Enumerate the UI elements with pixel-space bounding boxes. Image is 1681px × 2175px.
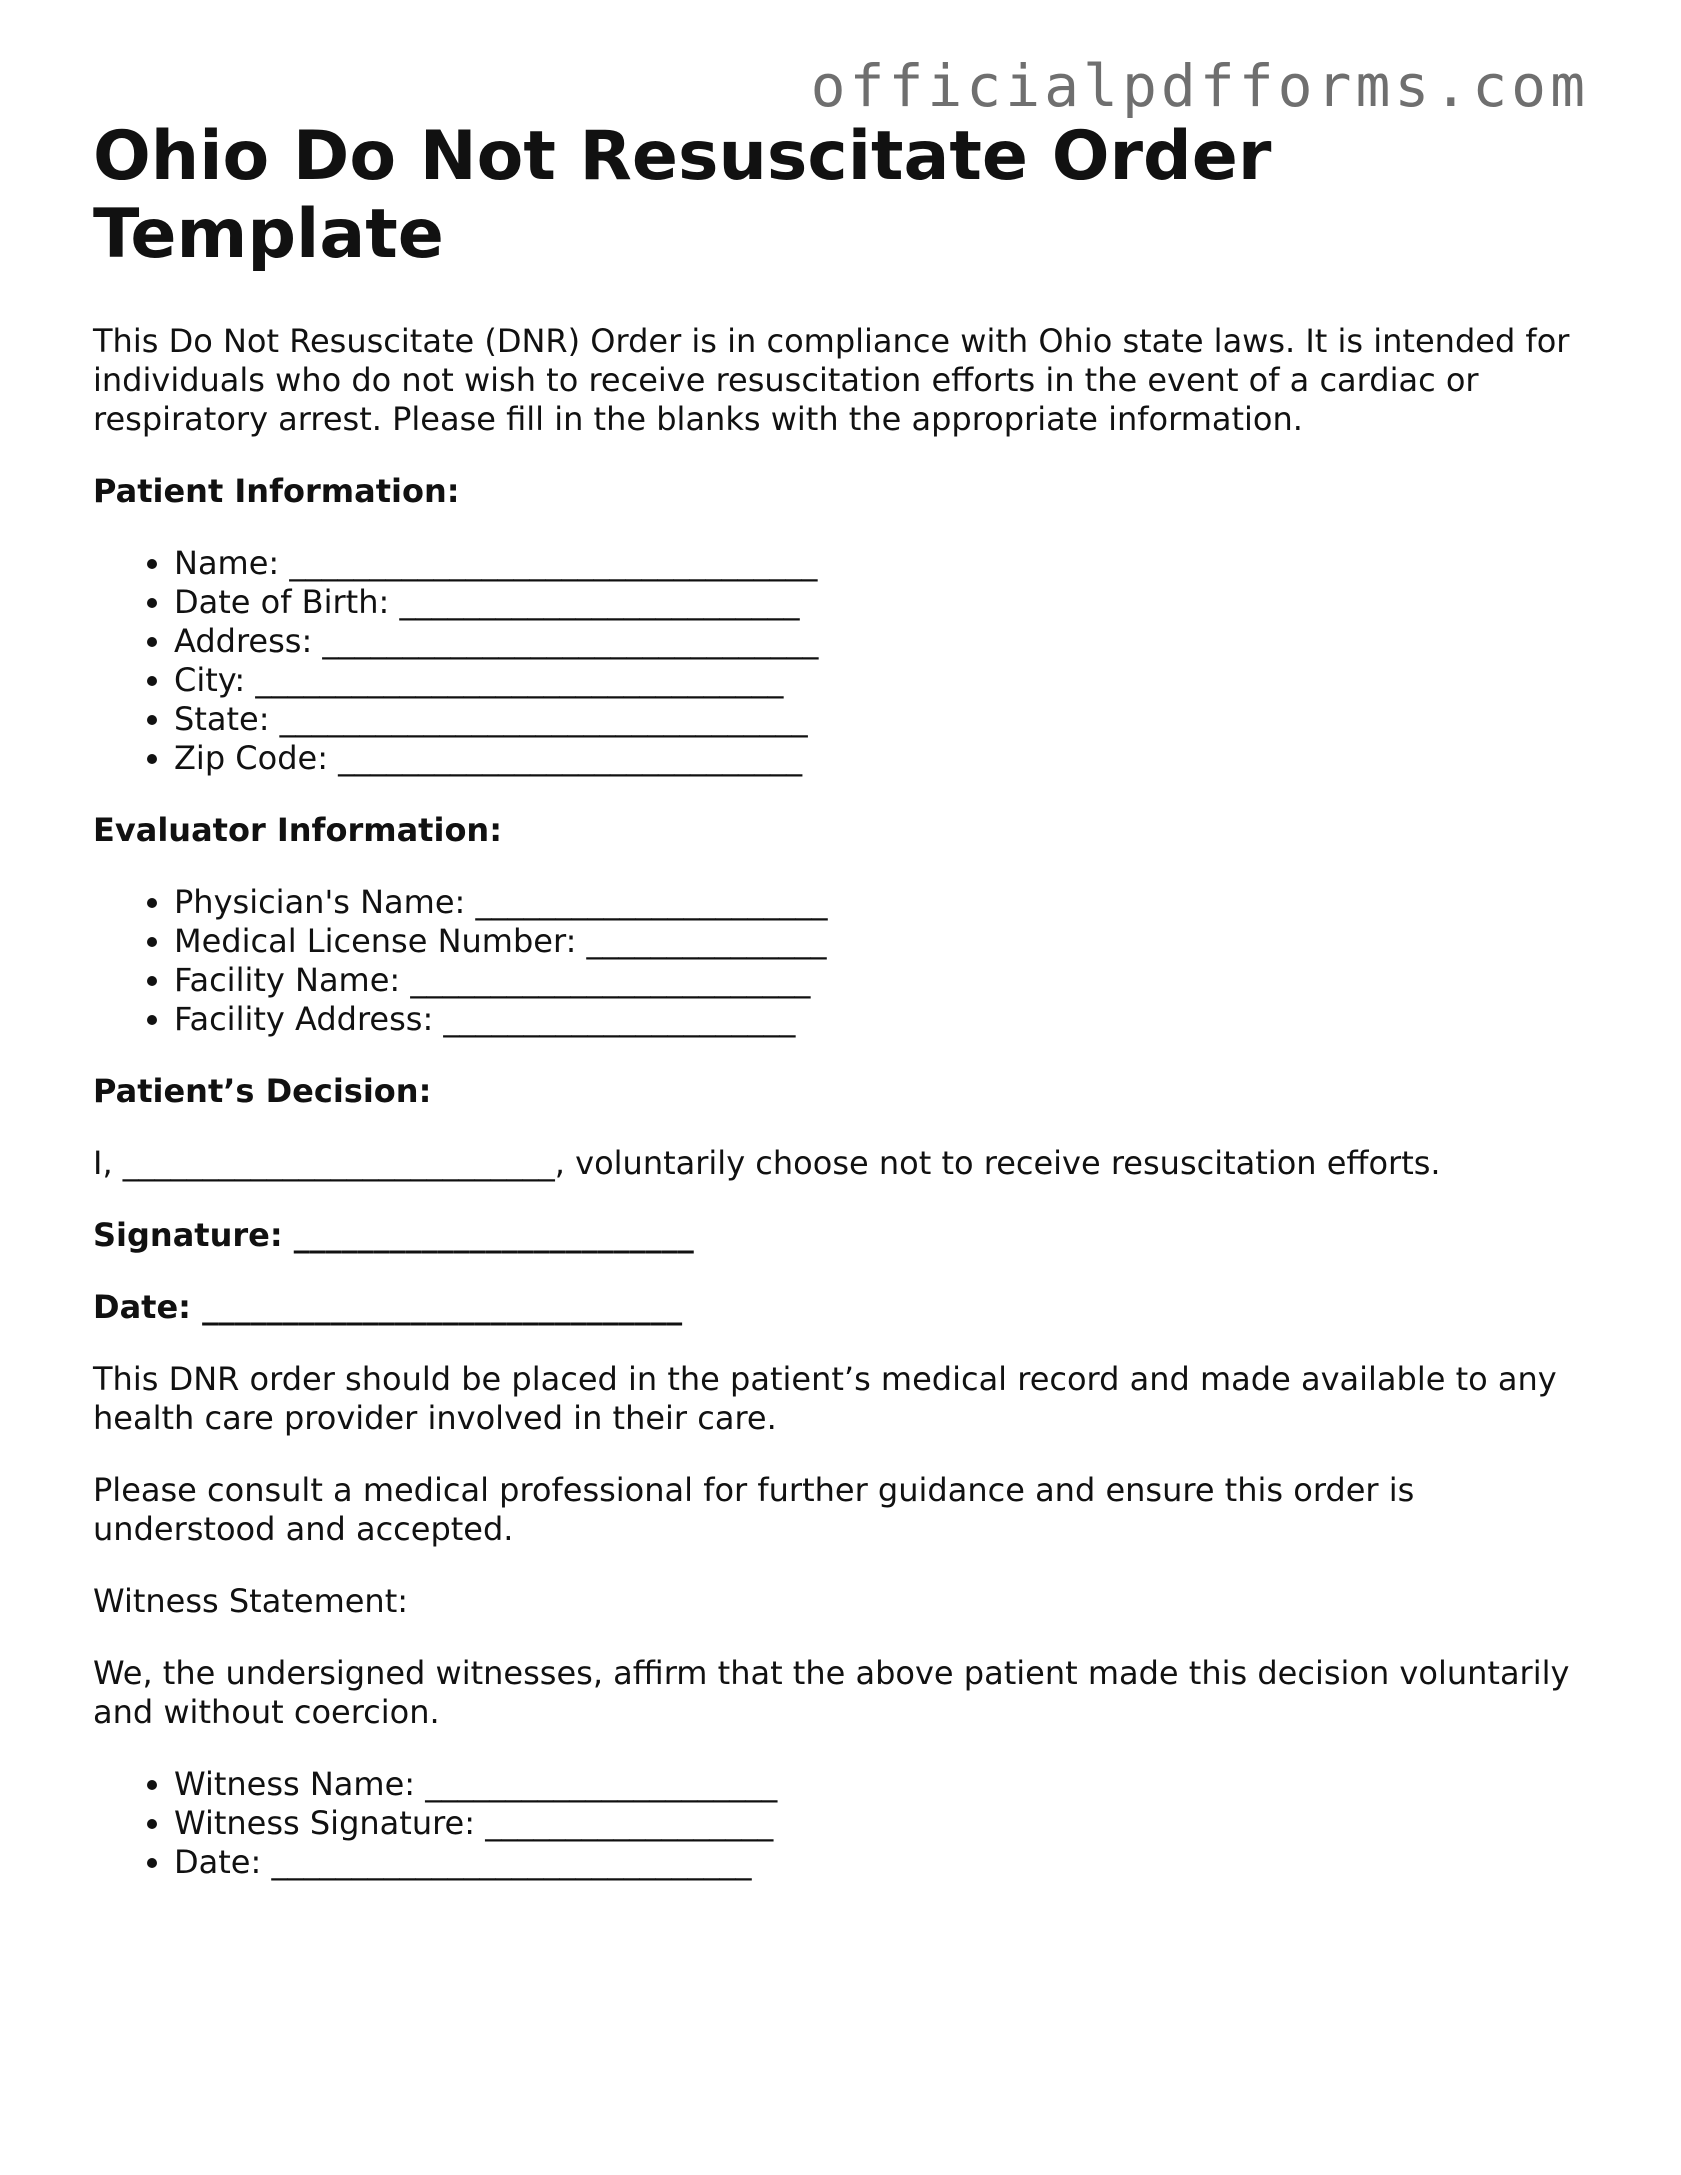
fill-blank[interactable]: __________________ — [485, 1804, 774, 1842]
field-label: City: — [174, 661, 256, 699]
field-label: Physician's Name: — [174, 883, 476, 921]
fill-blank[interactable]: _______________________________ — [322, 622, 819, 660]
fill-blank[interactable]: ______________________ — [475, 883, 828, 921]
intro-paragraph: This Do Not Resuscitate (DNR) Order is in compliance with Ohio state laws. It is intended for individuals who do not wish to receive resuscitation efforts in the event of a cardiac or respiratory arrest. Please fill in the blanks with the appropriate information. — [93, 322, 1570, 438]
field-label: Facility Name: — [174, 961, 411, 999]
patient-info-heading: Patient Information: — [93, 472, 460, 510]
fill-blank[interactable]: _______________ — [586, 922, 827, 960]
patient-city-field — [174, 661, 1593, 700]
field-label: Date: — [174, 1843, 272, 1881]
signature-blank[interactable]: _________________________ — [293, 1216, 694, 1254]
decision-heading: Patient’s Decision: — [93, 1072, 432, 1110]
evaluator-info-list — [93, 883, 1593, 1039]
signature-label: Signature: — [93, 1216, 294, 1254]
witness-list — [93, 1765, 1593, 1882]
facility-name-field — [174, 961, 1593, 1000]
witness-statement: We, the undersigned witnesses, affirm that the above patient made this decision voluntarily and without coercion. — [93, 1654, 1570, 1731]
field-label: Facility Address: — [174, 1000, 444, 1038]
date-label: Date: — [93, 1288, 203, 1326]
document-page — [93, 118, 1593, 1915]
field-label: Date of Birth: — [174, 583, 400, 621]
fill-blank[interactable]: _________________________________ — [289, 544, 818, 582]
field-label: State: — [174, 700, 280, 738]
facility-address-field — [174, 1000, 1593, 1039]
field-label: Name: — [174, 544, 290, 582]
evaluator-info-heading: Evaluator Information: — [93, 811, 502, 849]
witness-signature-field — [174, 1804, 1593, 1843]
date-blank[interactable]: ______________________________ — [202, 1288, 683, 1326]
field-label: Witness Name: — [174, 1765, 426, 1803]
field-label: Address: — [174, 622, 323, 660]
patient-address-field — [174, 622, 1593, 661]
placement-note: This DNR order should be placed in the patient’s medical record and made available to any health care provider involved in their care. — [93, 1360, 1557, 1437]
witness-date-field — [174, 1843, 1593, 1882]
page-title: Ohio Do Not Resuscitate Order Template — [93, 117, 1272, 274]
fill-blank[interactable]: _________________________ — [410, 961, 811, 999]
statement-prefix: I, — [93, 1144, 123, 1182]
fill-blank[interactable]: _________________________________ — [255, 661, 784, 699]
statement-suffix: , voluntarily choose not to receive resuscitation efforts. — [554, 1144, 1441, 1182]
fill-blank[interactable]: _________________________________ — [279, 700, 808, 738]
watermark: officialpdfforms.com — [810, 52, 1589, 120]
patient-name-field — [174, 544, 1593, 583]
signature-line — [93, 1216, 1593, 1255]
fill-blank[interactable]: _________________________ — [399, 583, 800, 621]
fill-blank[interactable]: ______________________ — [425, 1765, 778, 1803]
field-label: Medical License Number: — [174, 922, 587, 960]
fill-blank[interactable]: ______________________ — [443, 1000, 796, 1038]
consult-note: Please consult a medical professional for further guidance and ensure this order is understood and accepted. — [93, 1471, 1415, 1548]
patient-info-list — [93, 544, 1593, 778]
fill-blank[interactable]: ______________________________ — [271, 1843, 752, 1881]
patient-state-field — [174, 700, 1593, 739]
date-line — [93, 1288, 1593, 1327]
physician-name-field — [174, 883, 1593, 922]
field-label: Zip Code: — [174, 739, 339, 777]
patient-dob-field — [174, 583, 1593, 622]
patient-name-blank[interactable]: ___________________________ — [122, 1144, 555, 1182]
patient-zip-field — [174, 739, 1593, 778]
license-number-field — [174, 922, 1593, 961]
field-label: Witness Signature: — [174, 1804, 486, 1842]
witness-name-field — [174, 1765, 1593, 1804]
fill-blank[interactable]: _____________________________ — [338, 739, 803, 777]
decision-statement — [93, 1144, 1593, 1183]
witness-heading: Witness Statement: — [93, 1582, 409, 1620]
